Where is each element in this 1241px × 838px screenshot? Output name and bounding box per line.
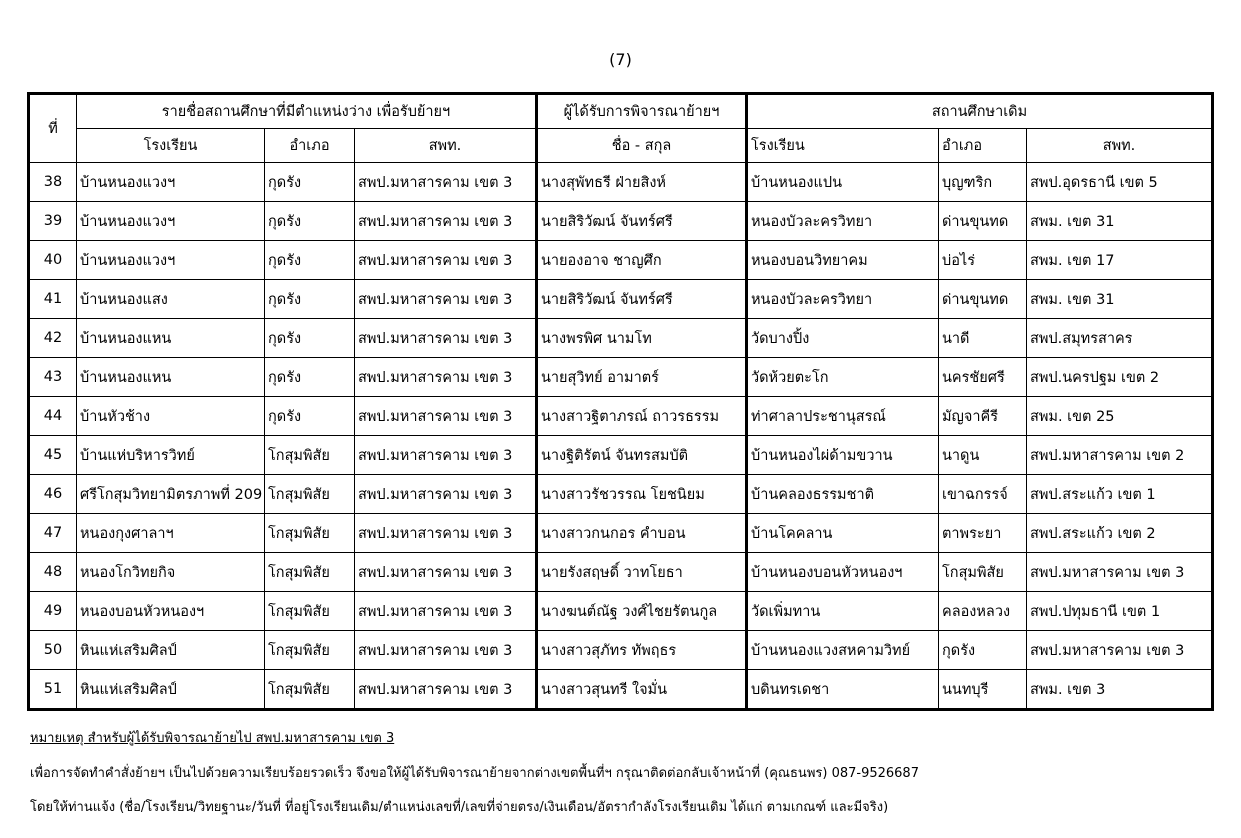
vacant-school: ศรีโกสุมวิทยามิตรภาพที่ 209 [77, 475, 265, 514]
vacant-office: สพป.มหาสารคาม เขต 3 [355, 670, 537, 710]
origin-office: สพม. เขต 25 [1027, 397, 1213, 436]
header-origin-group: สถานศึกษาเดิม [747, 94, 1213, 129]
row-number: 40 [29, 241, 77, 280]
applicant-name: นางสาวฐิตาภรณ์ ถาวรธรรม [537, 397, 747, 436]
origin-office: สพม. เขต 31 [1027, 280, 1213, 319]
origin-district: มัญจาคีรี [939, 397, 1027, 436]
vacant-office: สพป.มหาสารคาม เขต 3 [355, 397, 537, 436]
header-applicant-group: ผู้ได้รับการพิจารณาย้ายฯ [537, 94, 747, 129]
vacant-school: หินแห่เสริมศิลป์ [77, 631, 265, 670]
origin-school: บ้านโคคลาน [747, 514, 939, 553]
vacant-district: โกสุมพิสัย [265, 670, 355, 710]
vacant-district: กุดรัง [265, 163, 355, 202]
table-row [29, 670, 1213, 710]
vacant-school: บ้านแห่บริหารวิทย์ [77, 436, 265, 475]
vacant-school: บ้านหนองแสง [77, 280, 265, 319]
note-line-details: โดยให้ท่านแจ้ง (ชื่อ/โรงเรียน/วิทยฐานะ/วันที่ ที่อยู่โรงเรียนเดิม/ตำแหน่งเลขที่/เลขที่จ่ายตรง/เงินเดือน/อัตรากำลังโรงเรียนเดิม ได้แก่ ตามเกณฑ์ และมีจริง) [30, 800, 889, 815]
origin-office: สพม. เขต 17 [1027, 241, 1213, 280]
row-number: 41 [29, 280, 77, 319]
table-row [29, 202, 1213, 241]
row-number: 39 [29, 202, 77, 241]
applicant-name: นางสุพัทธรี ฝ่ายสิงห์ [537, 163, 747, 202]
header-district: อำเภอ [265, 129, 355, 163]
row-number: 48 [29, 553, 77, 592]
applicant-name: นางฆนต์ณัฐ วงศ์ไชยรัตนกูล [537, 592, 747, 631]
vacant-district: โกสุมพิสัย [265, 436, 355, 475]
table-row [29, 553, 1213, 592]
vacant-school: หนองบอนหัวหนองฯ [77, 592, 265, 631]
vacant-office: สพป.มหาสารคาม เขต 3 [355, 514, 537, 553]
origin-school: หนองบัวละครวิทยา [747, 202, 939, 241]
vacant-district: กุดรัง [265, 280, 355, 319]
applicant-name: นายสิริวัฒน์ จันทร์ศรี [537, 202, 747, 241]
vacant-district: กุดรัง [265, 202, 355, 241]
origin-district: โกสุมพิสัย [939, 553, 1027, 592]
origin-district: บุญฑริก [939, 163, 1027, 202]
header-school: โรงเรียน [77, 129, 265, 163]
origin-school: หนองบอนวิทยาคม [747, 241, 939, 280]
vacant-school: บ้านหนองแวงฯ [77, 241, 265, 280]
table-row [29, 475, 1213, 514]
origin-school: บ้านคลองธรรมชาติ [747, 475, 939, 514]
vacant-school: หินแห่เสริมศิลป์ [77, 670, 265, 710]
origin-district: ตาพระยา [939, 514, 1027, 553]
header-office: สพท. [355, 129, 537, 163]
origin-office: สพป.มหาสารคาม เขต 3 [1027, 631, 1213, 670]
vacant-office: สพป.มหาสารคาม เขต 3 [355, 475, 537, 514]
origin-school: บ้านหนองไผ่ด้ามขวาน [747, 436, 939, 475]
origin-district: นครชัยศรี [939, 358, 1027, 397]
origin-office: สพป.มหาสารคาม เขต 2 [1027, 436, 1213, 475]
vacant-district: โกสุมพิสัย [265, 553, 355, 592]
vacant-district: กุดรัง [265, 319, 355, 358]
table-row [29, 631, 1213, 670]
origin-district: ด่านขุนทด [939, 202, 1027, 241]
applicant-name: นางฐิติรัตน์ จันทรสมบัติ [537, 436, 747, 475]
applicant-name: นายรังสฤษดิ์ วาทโยธา [537, 553, 747, 592]
vacant-district: กุดรัง [265, 358, 355, 397]
row-number: 50 [29, 631, 77, 670]
vacant-office: สพป.มหาสารคาม เขต 3 [355, 280, 537, 319]
origin-district: คลองหลวง [939, 592, 1027, 631]
origin-office: สพป.สระแก้ว เขต 2 [1027, 514, 1213, 553]
origin-office: สพม. เขต 31 [1027, 202, 1213, 241]
note-line-contact: เพื่อการจัดทำคำสั่งย้ายฯ เป็นไปด้วยความเรียบร้อยรวดเร็ว จึงขอให้ผู้ได้รับพิจารณาย้ายจากต่างเขตพื้นที่ฯ กรุณาติดต่อกลับเจ้าหน้าที่ (คุณธนพร) 087-9526687 [30, 766, 919, 781]
header-name: ชื่อ - สกุล [537, 129, 747, 163]
vacant-district: กุดรัง [265, 241, 355, 280]
vacant-office: สพป.มหาสารคาม เขต 3 [355, 319, 537, 358]
vacant-office: สพป.มหาสารคาม เขต 3 [355, 631, 537, 670]
header-vacant-group: รายชื่อสถานศึกษาที่มีตำแหน่งว่าง เพื่อรับย้ายฯ [77, 94, 537, 129]
table-row [29, 241, 1213, 280]
origin-office: สพป.นครปฐม เขต 2 [1027, 358, 1213, 397]
table-row [29, 163, 1213, 202]
origin-school: หนองบัวละครวิทยา [747, 280, 939, 319]
table-row [29, 397, 1213, 436]
row-number: 47 [29, 514, 77, 553]
vacant-office: สพป.มหาสารคาม เขต 3 [355, 241, 537, 280]
vacant-office: สพป.มหาสารคาม เขต 3 [355, 592, 537, 631]
origin-district: ด่านขุนทด [939, 280, 1027, 319]
table-row [29, 514, 1213, 553]
vacant-office: สพป.มหาสารคาม เขต 3 [355, 202, 537, 241]
origin-office: สพป.สระแก้ว เขต 1 [1027, 475, 1213, 514]
origin-office: สพม. เขต 3 [1027, 670, 1213, 710]
header-origin-district: อำเภอ [939, 129, 1027, 163]
origin-school: วัดเพิ่มทาน [747, 592, 939, 631]
origin-school: ท่าศาลาประชานุสรณ์ [747, 397, 939, 436]
origin-office: สพป.สมุทรสาคร [1027, 319, 1213, 358]
vacant-district: โกสุมพิสัย [265, 475, 355, 514]
applicant-name: นายสิริวัฒน์ จันทร์ศรี [537, 280, 747, 319]
origin-district: นาดูน [939, 436, 1027, 475]
vacant-district: โกสุมพิสัย [265, 514, 355, 553]
origin-school: บ้านหนองแปน [747, 163, 939, 202]
header-origin-school: โรงเรียน [747, 129, 939, 163]
row-number: 46 [29, 475, 77, 514]
vacant-district: โกสุมพิสัย [265, 592, 355, 631]
origin-district: นนทบุรี [939, 670, 1027, 710]
origin-school: บ้านหนองบอนหัวหนองฯ [747, 553, 939, 592]
vacant-office: สพป.มหาสารคาม เขต 3 [355, 436, 537, 475]
origin-office: สพป.อุดรธานี เขต 5 [1027, 163, 1213, 202]
applicant-name: นายสุวิทย์ อามาตร์ [537, 358, 747, 397]
origin-school: บดินทรเดชา [747, 670, 939, 710]
origin-school: วัดห้วยตะโก [747, 358, 939, 397]
header-no: ที่ [29, 94, 77, 163]
vacant-school: บ้านหนองแวงฯ [77, 202, 265, 241]
origin-office: สพป.มหาสารคาม เขต 3 [1027, 553, 1213, 592]
applicant-name: นางสาวสุนทรี ใจมั่น [537, 670, 747, 710]
origin-school: บ้านหนองแวงสหคามวิทย์ [747, 631, 939, 670]
vacant-school: หนองโกวิทยกิจ [77, 553, 265, 592]
note-title: หมายเหตุ สำหรับผู้ได้รับพิจารณาย้ายไป สพป.มหาสารคาม เขต 3 [30, 731, 395, 746]
origin-district: นาดี [939, 319, 1027, 358]
origin-district: เขาฉกรรจ์ [939, 475, 1027, 514]
applicant-name: นางสาวสุภัทร ทัพฤธร [537, 631, 747, 670]
origin-district: บ่อไร่ [939, 241, 1027, 280]
vacant-office: สพป.มหาสารคาม เขต 3 [355, 163, 537, 202]
vacant-district: กุดรัง [265, 397, 355, 436]
vacant-school: บ้านหนองแหน [77, 358, 265, 397]
row-number: 51 [29, 670, 77, 710]
applicant-name: นางพรพิศ นามโท [537, 319, 747, 358]
transfer-table [27, 92, 1214, 711]
row-number: 44 [29, 397, 77, 436]
table-row [29, 436, 1213, 475]
table-row [29, 358, 1213, 397]
vacant-district: โกสุมพิสัย [265, 631, 355, 670]
vacant-office: สพป.มหาสารคาม เขต 3 [355, 553, 537, 592]
row-number: 38 [29, 163, 77, 202]
row-number: 49 [29, 592, 77, 631]
origin-school: วัดบางปิ้ง [747, 319, 939, 358]
origin-district: กุดรัง [939, 631, 1027, 670]
applicant-name: นางสาวรัชวรรณ โยชนิยม [537, 475, 747, 514]
table-row [29, 319, 1213, 358]
page-number: (7) [609, 50, 632, 69]
vacant-school: บ้านหนองแหน [77, 319, 265, 358]
table-row [29, 592, 1213, 631]
vacant-school: บ้านหัวช้าง [77, 397, 265, 436]
row-number: 45 [29, 436, 77, 475]
applicant-name: นายองอาจ ชาญศึก [537, 241, 747, 280]
row-number: 42 [29, 319, 77, 358]
row-number: 43 [29, 358, 77, 397]
applicant-name: นางสาวกนกอร คำบอน [537, 514, 747, 553]
origin-office: สพป.ปทุมธานี เขต 1 [1027, 592, 1213, 631]
vacant-school: บ้านหนองแวงฯ [77, 163, 265, 202]
header-origin-office: สพท. [1027, 129, 1213, 163]
table-row [29, 280, 1213, 319]
vacant-school: หนองกุงศาลาฯ [77, 514, 265, 553]
vacant-office: สพป.มหาสารคาม เขต 3 [355, 358, 537, 397]
